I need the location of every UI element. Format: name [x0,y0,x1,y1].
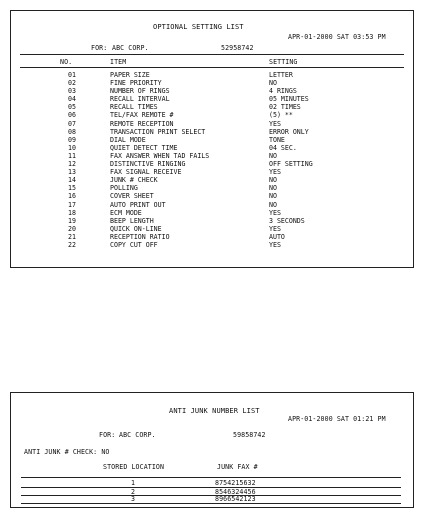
setting-row-item: FAX SIGNAL RECEIVE [110,168,182,177]
table-rule-3 [21,495,401,496]
setting-row-no: 06 [68,111,76,120]
setting-row-no: 07 [68,119,76,128]
setting-row-no: 17 [68,200,76,209]
setting-row-setting: YES [269,240,281,249]
setting-row-no: 13 [68,168,76,177]
setting-row-item: RECALL TIMES [110,103,158,112]
setting-row-no: 05 [68,103,76,112]
setting-row-no: 11 [68,151,76,160]
setting-row-setting: NO [269,184,277,193]
setting-row-item: DIAL MODE [110,135,146,144]
location-2: 2 [131,488,136,496]
setting-row-setting: NO [269,200,277,209]
setting-row-item: TEL/FAX REMOTE # [110,111,174,120]
for-label: FOR: [99,431,116,439]
column-item [110,71,209,249]
setting-row-no: 01 [68,71,76,79]
setting-row-item: FAX ANSWER WHEN TAD FAILS [110,151,210,160]
setting-row-item: AUTO PRINT OUT [110,200,166,209]
setting-row-setting: 3 SECONDS [269,216,305,225]
setting-row-setting: YES [269,224,281,233]
setting-row-no: 16 [68,192,76,201]
location-3: 3 [131,495,136,503]
setting-row-setting: 05 MINUTES [269,95,309,104]
setting-row-no: 19 [68,216,76,225]
setting-row-setting: (5) ** [269,111,293,120]
setting-row-setting: YES [269,208,281,217]
setting-row-setting: NO [269,192,277,201]
setting-row-no: 20 [68,224,76,233]
junk-check-status: ANTI JUNK # CHECK: NO [24,448,110,456]
table-rule-1 [21,477,401,478]
setting-row-setting: NO [269,79,277,88]
setting-row-setting: NO [269,151,277,160]
setting-row-setting: 04 SEC. [269,143,297,152]
setting-row-item: RECEPTION RATIO [110,232,170,241]
junk-fax-3: 8966542123 [215,495,256,503]
setting-row-no: 04 [68,95,76,104]
setting-row-item: QUIET DETECT TIME [110,143,178,152]
setting-row-setting: YES [269,168,281,177]
report-title: OPTIONAL SETTING LIST [153,23,244,31]
setting-row-no: 02 [68,79,76,88]
setting-row-no: 12 [68,160,76,169]
setting-row-item: ECM MODE [110,208,142,217]
setting-row-no: 22 [68,240,76,249]
report-datetime: APR-01-2000 SAT 03:53 PM [288,33,386,41]
report-datetime: APR-01-2000 SAT 01:21 PM [288,415,386,423]
setting-row-setting: YES [269,119,281,128]
setting-row-no: 10 [68,143,76,152]
setting-row-item: TRANSACTION PRINT SELECT [110,127,206,136]
company-name: ABC CORP. [112,44,149,52]
column-header-item: ITEM [110,58,127,66]
junk-fax-2: 8546324456 [215,488,256,496]
setting-row-no: 03 [68,87,76,96]
setting-row-item: COVER SHEET [110,192,154,201]
setting-row-item: POLLING [110,184,138,193]
junk-fax-1: 8754215632 [215,479,256,487]
setting-row-item: DISTINCTIVE RINGING [110,160,186,169]
setting-row-no: 15 [68,184,76,193]
setting-row-no: 21 [68,232,76,241]
setting-row-item: RECALL INTERVAL [110,95,170,104]
location-1: 1 [131,479,136,487]
setting-row-no: 09 [68,135,76,144]
report-title: ANTI JUNK NUMBER LIST [169,407,260,415]
anti-junk-number-list [10,392,414,508]
setting-row-item: JUNK # CHECK [110,176,158,185]
fax-number: 52958742 [221,44,254,52]
setting-row-item: FINE PRIORITY [110,79,162,88]
setting-row-item: BEEP LENGTH [110,216,154,225]
table-rule-4 [21,503,401,504]
setting-row-setting: OFF SETTING [269,160,313,169]
fax-number: 59858742 [233,431,266,439]
table-rule-2 [21,487,401,488]
setting-row-no: 18 [68,208,76,217]
company-name: ABC CORP. [119,431,156,439]
setting-row-item: PAPER SIZE [110,71,150,79]
optional-setting-list [10,10,414,268]
for-label: FOR: [91,44,108,52]
column-header-location: STORED LOCATION [103,463,165,471]
setting-row-no: 08 [68,127,76,136]
column-setting [269,71,313,249]
setting-row-setting: AUTO [269,232,285,241]
setting-row-item: QUICK ON-LINE [110,224,162,233]
setting-row-setting: ERROR ONLY [269,127,309,136]
setting-row-item: COPY CUT OFF [110,240,158,249]
header-rule-bottom [20,67,404,68]
column-header-no: NO. [60,58,73,66]
setting-row-setting: 4 RINGS [269,87,297,96]
setting-row-no: 14 [68,176,76,185]
column-no [68,71,76,249]
setting-row-setting: 02 TIMES [269,103,301,112]
setting-row-item: NUMBER OF RINGS [110,87,170,96]
setting-row-setting: LETTER [269,71,293,79]
column-header-fax: JUNK FAX # [217,463,258,471]
header-rule-top [20,54,404,55]
setting-row-item: REMOTE RECEPTION [110,119,174,128]
column-header-setting: SETTING [269,58,298,66]
setting-row-setting: TONE [269,135,285,144]
setting-row-setting: NO [269,176,277,185]
